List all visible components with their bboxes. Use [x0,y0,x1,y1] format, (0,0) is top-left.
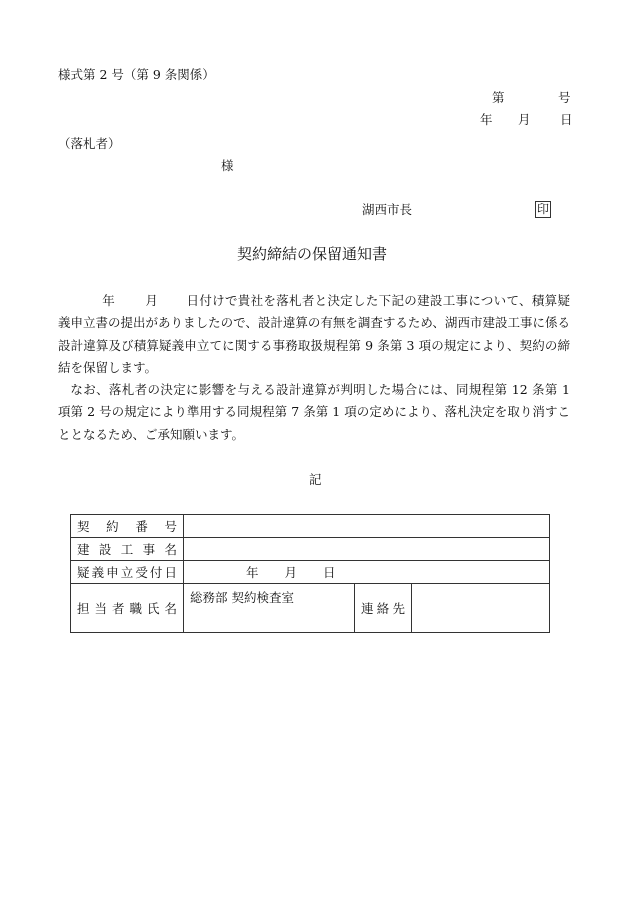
paragraph-1 [58,290,570,379]
contract-number-label: 契約番号 [71,515,184,538]
table-row [71,515,550,538]
issue-date-year: 年 [480,112,493,127]
contact-label: 連絡先 [355,584,412,633]
recipient-label: （落札者） [58,136,121,151]
construction-name-value [184,538,550,561]
para1-year: 年 [102,293,116,308]
table-row [71,561,550,584]
issue-date-month: 月 [518,112,531,127]
objection-month: 月 [284,565,298,580]
objection-date-value [184,561,550,584]
document-number-suffix: 号 [558,90,571,105]
staff-department: 総務部 契約検査室 [184,584,355,633]
official-seal [535,201,551,218]
para1-month: 月 [145,293,159,308]
recipient-honorific: 様 [221,158,234,173]
table-row [71,584,550,633]
para1-text: 日付けで貴社を落札者と決定した下記の建設工事について、積算疑義申立書の提出がありましたので、設計違算の有無を調査するため、湖西市建設工事に係る設計違算及び積算疑義申立てに関する事務取扱規程第 9 条第 3 項の規定により、契約の締結を保留します。 [58,293,570,375]
paragraph-2 [58,379,570,446]
objection-day: 日 [323,565,336,580]
contract-number-value [184,515,550,538]
objection-year: 年 [246,565,259,580]
body-text [58,290,570,446]
details-table [70,514,550,633]
issue-date-day: 日 [560,112,573,127]
document-number-prefix: 第 [492,90,505,105]
table-row [71,538,550,561]
document-title: 契約締結の保留通知書 [237,245,388,263]
seal-mark: 印 [535,201,551,218]
form-number: 様式第 2 号（第 9 条関係） [58,67,215,82]
construction-name-label: 建設工事名 [71,538,184,561]
objection-date-label: 疑義申立受付日 [71,561,184,584]
ki-heading: 記 [309,472,322,487]
para2-text: なお、落札者の決定に影響を与える設計違算が判明した場合には、同規程第 12 条第 1 項第 2 号の規定により準用する同規程第 7 条第 1 項の定めにより、落札決定を取り消すこととなるため、ご承知願います。 [58,382,570,442]
staff-label: 担当者職氏名 [71,584,184,633]
issuer-name: 湖西市長 [362,202,413,217]
contact-value [412,584,550,633]
